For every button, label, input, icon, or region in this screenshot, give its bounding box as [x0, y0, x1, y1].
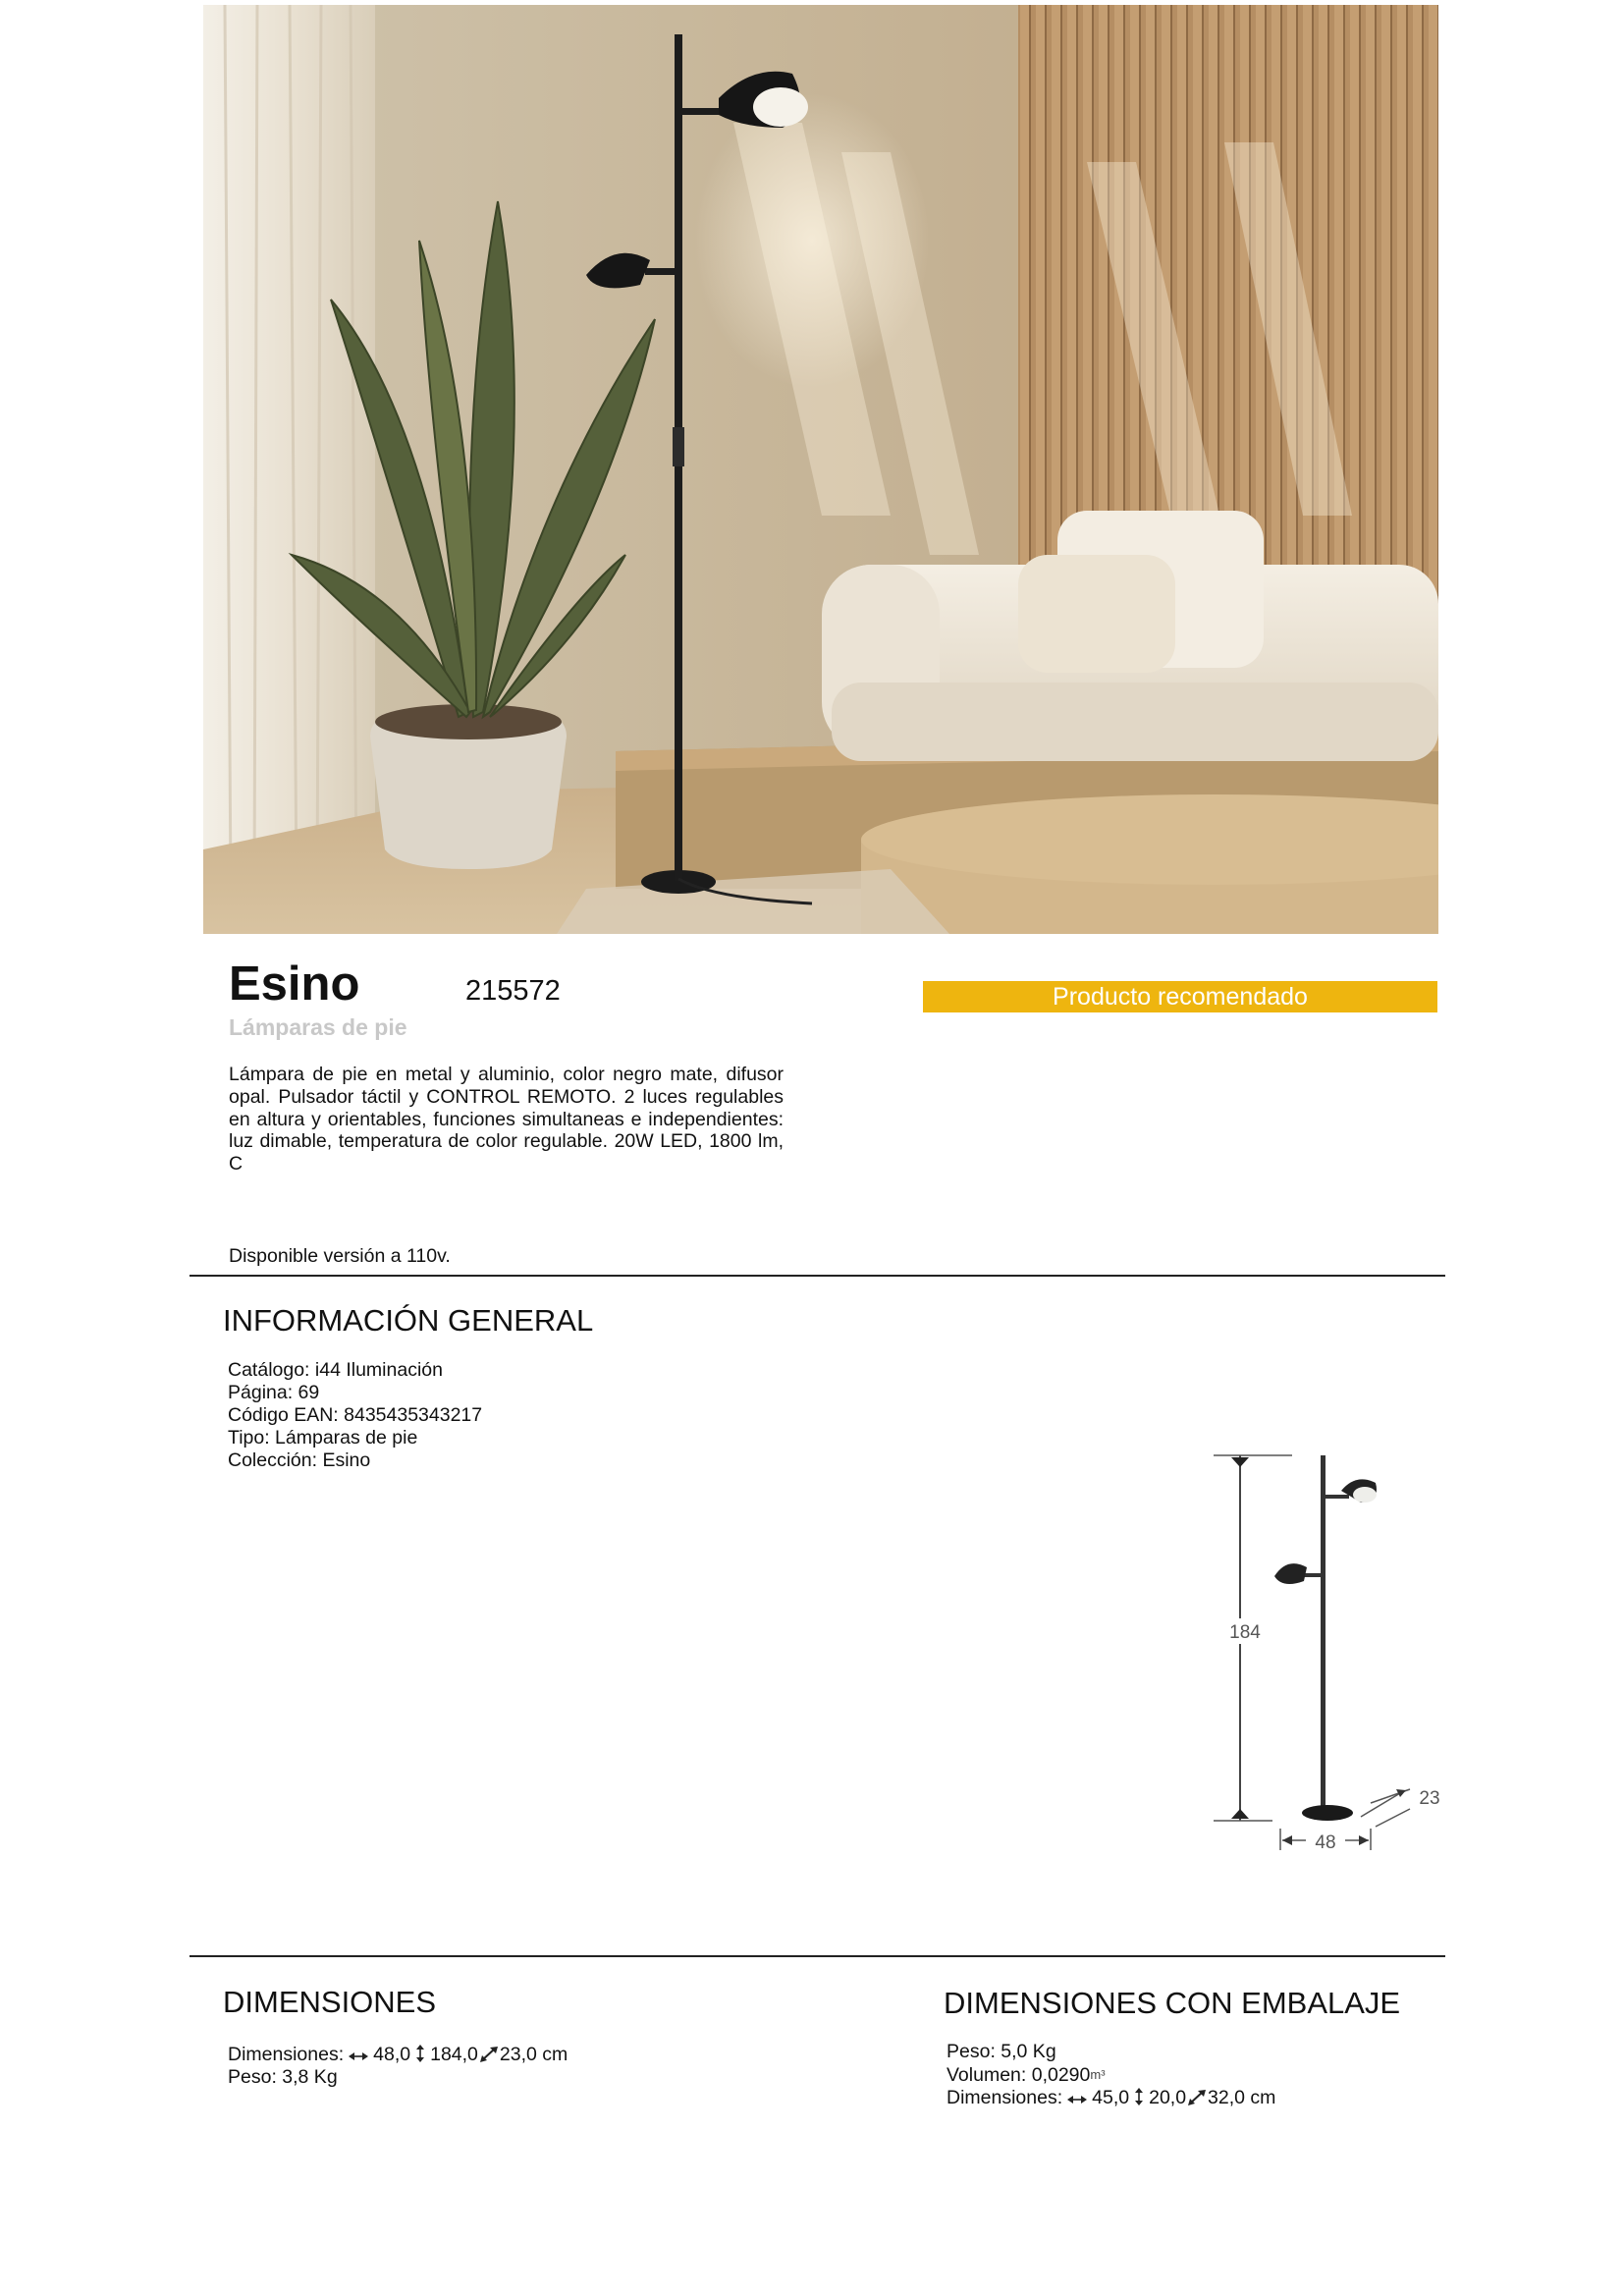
- general-info-title: INFORMACIÓN GENERAL: [223, 1303, 594, 1338]
- info-collection: Colección: Esino: [228, 1449, 371, 1471]
- product-name: Esino: [229, 957, 360, 1011]
- diagonal-arrow-icon: [479, 2046, 499, 2063]
- vertical-arrow-icon: [414, 2044, 426, 2063]
- section-divider: [189, 1275, 1445, 1277]
- dimensions-list: [228, 2044, 568, 2089]
- info-page: Página: 69: [228, 1382, 320, 1403]
- product-description: Lámpara de pie en metal y aluminio, color negro mate, difusor opal. Pulsador táctil y CONTROL REMOTO. 2 luces regulables en altura y orientables, funciones simultaneas e independientes: luz dimable, temperatura de color regulable. 20W LED, 1800 lm, C: [229, 1064, 784, 1175]
- vertical-arrow-icon: [1133, 2087, 1145, 2106]
- general-info-list: [228, 1359, 482, 1472]
- product-category: Lámparas de pie: [229, 1014, 407, 1040]
- availability-note: Disponible versión a 110v.: [229, 1245, 451, 1267]
- dimension-unit: cm: [542, 2044, 568, 2065]
- packaging-weight: Peso: 5,0 Kg: [947, 2041, 1056, 2062]
- packaging-height: 20,0: [1149, 2087, 1187, 2108]
- dimension-diagram: [1214, 1444, 1445, 1878]
- height-label: 184: [1229, 1622, 1261, 1643]
- product-reference: 215572: [465, 975, 561, 1007]
- packaging-dimensions-line: [947, 2087, 1275, 2109]
- width-label: 48: [1315, 1832, 1336, 1853]
- dimensions-prefix: Dimensiones:: [228, 2044, 345, 2065]
- packaging-dimensions-prefix: Dimensiones:: [947, 2087, 1063, 2108]
- packaging-volume-unit: m³: [1090, 2067, 1106, 2082]
- recommended-badge: Producto recomendado: [923, 981, 1437, 1012]
- packaging-volume-value: Volumen: 0,0290: [947, 2064, 1091, 2086]
- dimension-depth: 23,0: [499, 2044, 537, 2065]
- packaging-depth: 32,0: [1208, 2087, 1245, 2108]
- info-type: Tipo: Lámparas de pie: [228, 1427, 418, 1449]
- dimension-width: 48,0: [373, 2044, 411, 2065]
- dimensions-title: DIMENSIONES: [223, 1985, 437, 2019]
- dimensions-line: [228, 2044, 568, 2066]
- section-divider: [189, 1955, 1445, 1957]
- packaging-title: DIMENSIONES CON EMBALAJE: [944, 1986, 1401, 2020]
- product-photo: [203, 5, 1438, 934]
- info-catalog: Catálogo: i44 Iluminación: [228, 1359, 443, 1381]
- diagonal-arrow-icon: [1187, 2089, 1207, 2106]
- packaging-width: 45,0: [1092, 2087, 1130, 2108]
- horizontal-arrow-icon: [348, 2050, 369, 2063]
- horizontal-arrow-icon: [1066, 2093, 1088, 2106]
- info-ean: Código EAN: 8435435343217: [228, 1404, 483, 1426]
- packaging-unit: cm: [1250, 2087, 1276, 2108]
- dimensions-weight: Peso: 3,8 Kg: [228, 2066, 338, 2088]
- depth-label: 23: [1419, 1788, 1440, 1809]
- packaging-list: [947, 2041, 1275, 2109]
- packaging-volume: [947, 2063, 1275, 2087]
- dimension-height: 184,0: [430, 2044, 478, 2065]
